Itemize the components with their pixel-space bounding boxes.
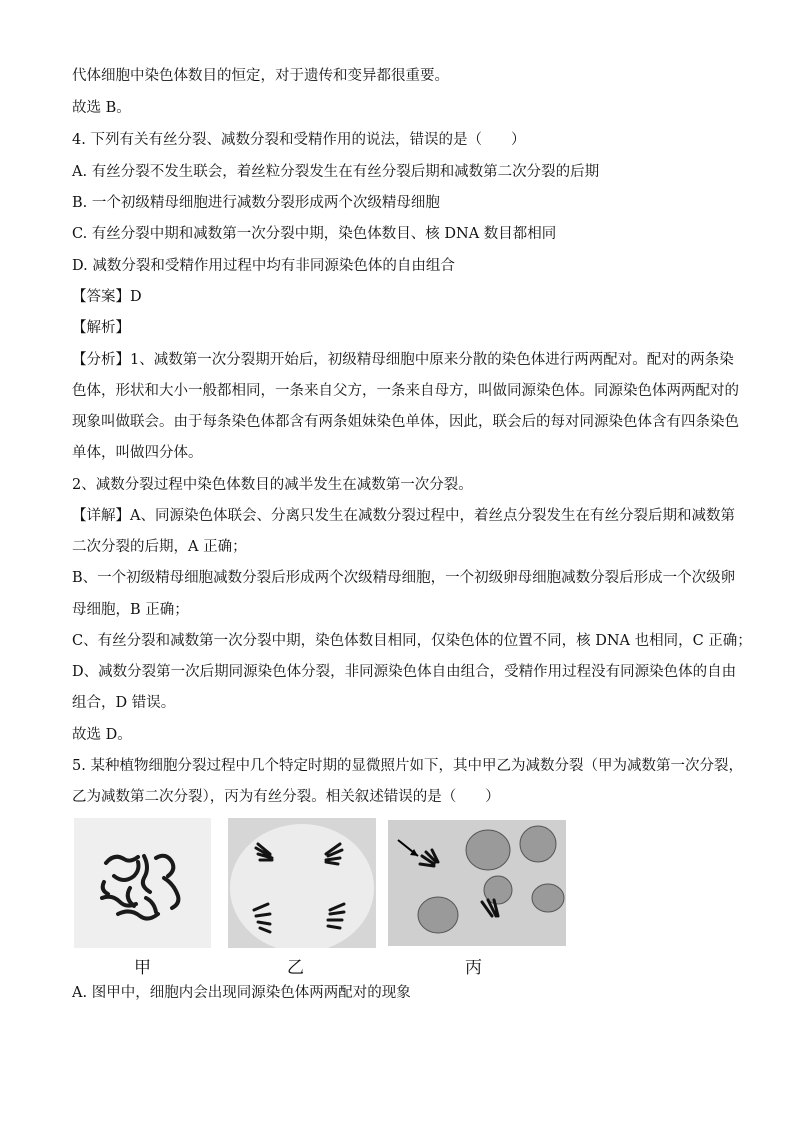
caption-bing: 丙 — [465, 958, 482, 978]
detail-line: 【详解】A、同源染色体联会、分离只发生在减数分裂过程中，着丝点分裂发生在有丝分裂后期和减数第 — [72, 508, 735, 524]
question-4-stem: 4. 下列有关有丝分裂、减数分裂和受精作用的说法，错误的是（ ） — [72, 132, 526, 148]
option-a: A. 有丝分裂不发生联会，着丝粒分裂发生在有丝分裂后期和减数第二次分裂的后期 — [72, 164, 600, 180]
conclusion-line: 故选 D。 — [72, 727, 132, 743]
micrograph-bing — [388, 820, 566, 946]
question-5-option-a: A. 图甲中，细胞内会出现同源染色体两两配对的现象 — [72, 985, 411, 1001]
analysis-line: 2、减数分裂过程中染色体数目的减半发生在减数第一次分裂。 — [72, 477, 473, 493]
option-d: D. 减数分裂和受精作用过程中均有非同源染色体的自由组合 — [72, 258, 455, 274]
text-line: 代体细胞中染色体数目的恒定，对于遗传和变异都很重要。 — [72, 68, 449, 84]
detail-line: 二次分裂的后期，A 正确； — [72, 539, 247, 555]
detail-line: 组合，D 错误。 — [72, 695, 176, 711]
detail-line: B、一个初级精母细胞减数分裂后形成两个次级精母细胞，一个初级卵母细胞减数分裂后形成一个次级卵 — [72, 570, 736, 586]
detail-line: C、有丝分裂和减数第一次分裂中期，染色体数目相同，仅染色体的位置不同，核 DNA 也相同，C 正确； — [72, 633, 752, 649]
micrograph-jia — [74, 818, 211, 948]
analysis-line: 单体，叫做四分体。 — [72, 445, 203, 461]
analysis-line: 色体，形状和大小一般都相同，一条来自父方，一条来自母方，叫做同源染色体。同源染色体两两配对的 — [72, 383, 739, 399]
analysis-line: 现象叫做联会。由于每条染色体都含有两条姐妹染色单体，因此，联会后的每对同源染色体含有四条染色 — [72, 414, 739, 430]
question-5-stem: 5. 某种植物细胞分裂过程中几个特定时期的显微照片如下，其中甲乙为减数分裂（甲为减数第一次分裂， — [72, 758, 743, 774]
detail-line: 母细胞，B 正确； — [72, 602, 189, 618]
answer-label: 【答案】D — [72, 289, 142, 305]
option-b: B. 一个初级精母细胞进行减数分裂形成两个次级精母细胞 — [72, 195, 440, 211]
text-line: 故选 B。 — [72, 100, 131, 116]
explanation-label: 【解析】 — [72, 320, 130, 336]
caption-jia: 甲 — [134, 958, 151, 978]
caption-yi: 乙 — [287, 958, 304, 978]
detail-line: D、减数分裂第一次后期同源染色体分裂，非同源染色体自由组合，受精作用过程没有同源染色体的自由 — [72, 664, 737, 680]
question-5-stem: 乙为减数第二次分裂），丙为有丝分裂。相关叙述错误的是（ ） — [72, 789, 500, 805]
analysis-line: 【分析】1、减数第一次分裂期开始后，初级精母细胞中原来分散的染色体进行两两配对。配对的两条染 — [72, 352, 734, 368]
option-c: C. 有丝分裂中期和减数第一次分裂中期，染色体数目、核 DNA 数目都相同 — [72, 226, 557, 242]
micrograph-yi — [228, 818, 376, 948]
